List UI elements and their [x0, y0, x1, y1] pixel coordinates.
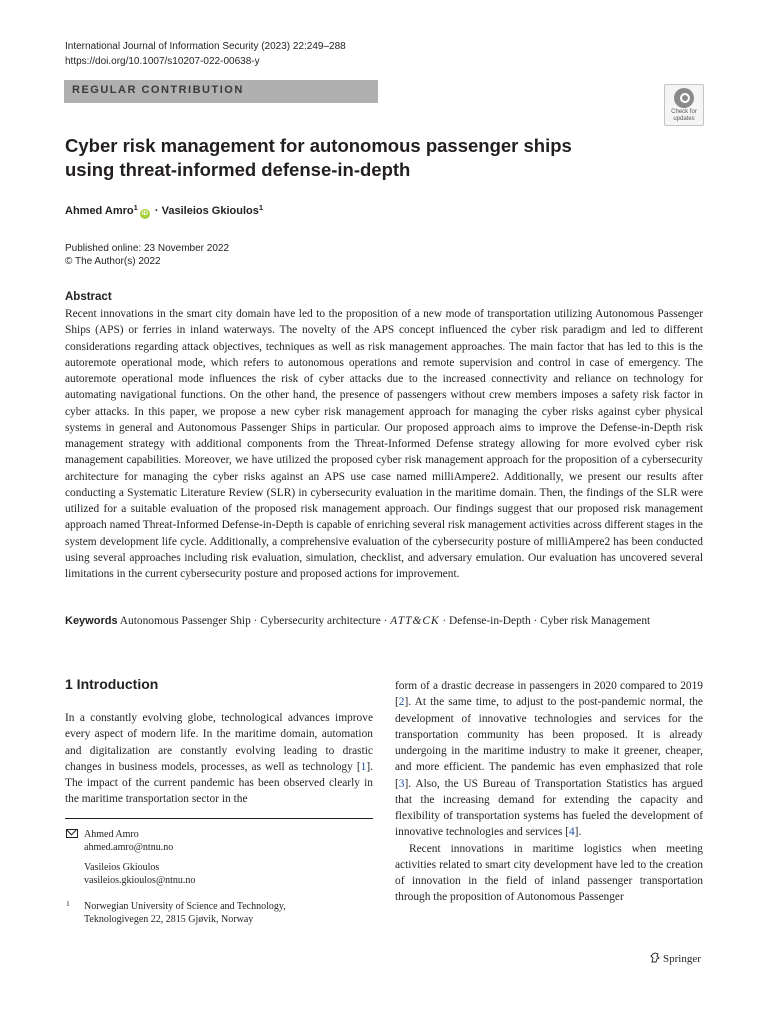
author-name[interactable]: Vasileios Gkioulos — [161, 205, 259, 217]
corresponding-author-email[interactable]: ahmed.amro@ntnu.no — [84, 842, 174, 853]
check-for-updates-label: Check for updates — [671, 109, 697, 122]
body-text: ]. The impact of the current pandemic has been observed clearly in the maritime transportation sector in the — [65, 760, 373, 806]
coauthor-email[interactable]: vasileios.gkioulos@ntnu.no — [84, 875, 196, 886]
author-name[interactable]: Ahmed Amro — [65, 205, 134, 217]
keywords-text: Autonomous Passenger Ship · Cybersecurity architecture · — [119, 615, 388, 627]
body-text: ]. — [574, 826, 582, 839]
envelope-icon — [66, 829, 78, 838]
springer-horse-icon — [650, 952, 660, 963]
copyright-notice: © The Author(s) 2022 — [65, 256, 161, 267]
article-type-banner — [64, 80, 378, 103]
footnote-divider — [65, 818, 373, 819]
journal-citation: International Journal of Information Security (2023) 22:249–288 — [65, 41, 346, 52]
check-for-updates-badge[interactable] — [664, 84, 704, 126]
keywords — [65, 613, 703, 630]
author-affiliation-marker: 1 — [258, 203, 264, 212]
affiliation-line: Norwegian University of Science and Technology, — [84, 901, 286, 912]
author-separator: · — [154, 205, 159, 217]
keywords-text: · Defense-in-Depth · Cyber risk Management — [442, 615, 651, 627]
body-text: In a constantly evolving globe, technological advances improve every aspect of modern life. In the maritime domain, automation and digitalization are constantly evolving leading to drastic changes in business models, processes, as well as technology [ — [65, 712, 373, 773]
section-heading: 1 Introduction — [65, 676, 159, 692]
publisher-name: Springer — [663, 953, 701, 965]
body-text-column-right — [395, 678, 703, 906]
keyword-attck: ATT&CK — [390, 615, 440, 627]
abstract-heading: Abstract — [65, 291, 112, 303]
citation-link[interactable]: 1 — [360, 760, 367, 773]
body-text: Recent innovations in maritime logistics when meeting activities related to smart city development have led to the creation of innovation in the field of inland passenger transportation through the proposition of Autonomous Passenger — [395, 842, 703, 904]
keywords-label: Keywords — [65, 615, 118, 627]
citation-link[interactable]: 2 — [398, 696, 405, 709]
affiliation-line: Teknologivegen 22, 2815 Gjøvik, Norway — [84, 914, 254, 925]
abstract-text: Recent innovations in the smart city domain have led to the proposition of a new mode of transportation utilizing Autonomous Passenger Ships (APS) or ferries in inland waterways. The novelty of the APS concept influenced the cyber risk paradigm and led to different considerations regarding attack objectives, techniques as well as risk management approaches. The main factor that has led to this is the autoremote operational mode, which refers to autonomous operations and remote supervision and control in case of emergency. The autoremote operational mode influences the risk of cyber attacks due to the increased connectivity and reliance on technology for automating navigational functions. On the other hand, the presence of passengers without crew members imposes a safety risk factor in cyber attacks. In this paper, we propose a new cyber risk management approach for managing the cyber risks against cyber physical systems in general and Autonomous Passenger Ships in particular. Our proposed approach aims to improve the Defense-in-Depth risk management strategy with additional components from the Threat-Informed Defense strategy allowing for more evolved cyber risk management capabilities. Moreover, we have utilized the proposed cyber risk management approach for the proposition of a cybersecurity architecture for managing the cyber risks against an APS use case named milliAmpere2. Additionally, we present our results after conducting a Systematic Literature Review (SLR) in cybersecurity evaluation in the maritime domain. Then, the findings of the SLR were utilized for a suitable evaluation of the proposed risk management approach. Our findings suggest that our proposed risk management approach named Threat-Informed Defense-in-Depth is capable of enriching several risk management activities across different stages in the system development life cycle. Additionally, a comprehensive evaluation of the cybersecurity posture of milliAmpere2 has been conducted using several approaches including risk evaluation, simulation, checklist, and adversary emulation. Our evaluation has uncovered several limitations in the current cybersecurity posture and proposed actions for improvement. — [65, 308, 703, 580]
body-text: ]. At the same time, to adjust to the post-pandemic normal, the development of innovative technologies and services for the transportation community has been proposed. It is already undergoing in the maritime industry to make it greener, cheaper, and more efficient. The pandemic has even emphasized that role [ — [395, 696, 703, 790]
citation-link[interactable]: 3 — [398, 777, 405, 790]
citation-link[interactable]: 4 — [568, 826, 575, 839]
author-affiliation-marker: 1 — [133, 203, 138, 212]
body-text-column-left — [65, 710, 373, 808]
affiliation-number: 1 — [66, 899, 70, 908]
check-for-updates-icon — [674, 88, 694, 108]
published-date: Published online: 23 November 2022 — [65, 243, 229, 254]
author-list — [65, 203, 263, 219]
body-text: ]. Also, the US Bureau of Transportation Statistics has argued that the increasing demand for extending the capacity and flexibility of transportation systems has fueled the development of innovative technologies and services [ — [395, 777, 703, 839]
springer-logo — [650, 952, 701, 965]
paper-title: Cyber risk management for autonomous passenger ships using threat-informed defense-in-depth — [65, 135, 572, 180]
corresponding-author-name: Ahmed Amro — [84, 829, 139, 840]
article-type-label: REGULAR CONTRIBUTION — [72, 84, 244, 96]
coauthor-name: Vasileios Gkioulos — [84, 862, 160, 873]
body-text: form of a drastic decrease in passengers in 2020 compared to 2019 [ — [395, 680, 703, 709]
orcid-icon[interactable]: iD — [141, 211, 148, 217]
doi-link[interactable]: https://doi.org/10.1007/s10207-022-00638-y — [65, 56, 260, 67]
